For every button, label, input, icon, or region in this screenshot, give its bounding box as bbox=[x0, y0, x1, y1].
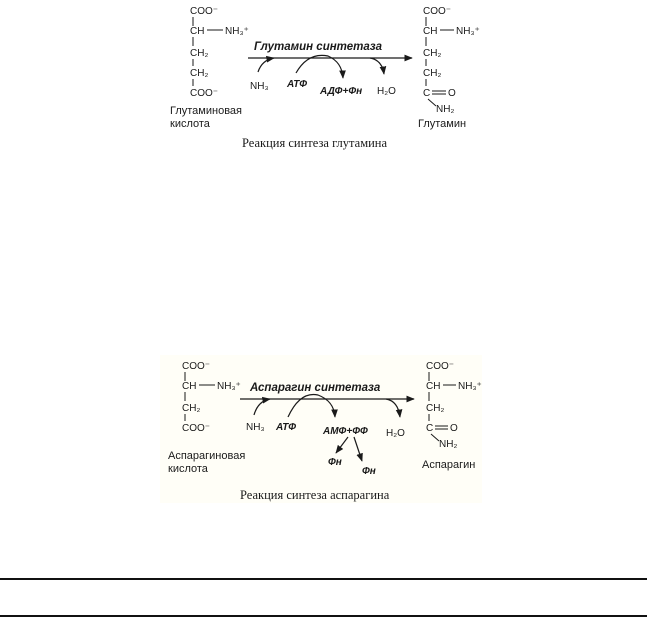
substrate-carboxyl-bottom: COO⁻ bbox=[182, 423, 211, 434]
aspartic-acid-structure bbox=[168, 361, 245, 475]
product-name: Аспарагин bbox=[422, 459, 476, 471]
pi-label-2: Фн bbox=[362, 466, 376, 477]
product-amide-nh2: NH₂ bbox=[439, 439, 458, 450]
enzyme-label: Аспарагин синтетаза bbox=[250, 382, 381, 394]
substrate-name-line2: кислота bbox=[168, 463, 208, 475]
substrate-name-line1: Аспарагиновая bbox=[168, 450, 246, 462]
glutamine-caption: Реакция синтеза глутамина bbox=[242, 136, 388, 150]
product-amino-group: NH₃⁺ bbox=[456, 26, 480, 37]
substrate-name-line1: Глутаминовая bbox=[170, 105, 242, 117]
product-gamma-ch2: CH₂ bbox=[423, 68, 442, 79]
product-amino-group: NH₃⁺ bbox=[458, 381, 482, 392]
glutamine-synthesis-diagram bbox=[160, 0, 490, 155]
substrate-name-line2: кислота bbox=[170, 118, 210, 130]
glutamine-scheme bbox=[160, 0, 490, 155]
pi-label-1: Фн bbox=[328, 457, 342, 468]
product-beta-ch2: CH₂ bbox=[426, 403, 445, 414]
asparagine-structure bbox=[422, 361, 482, 471]
asparagine-scheme bbox=[160, 355, 482, 503]
enzyme-label: Глутамин синтетаза bbox=[254, 41, 383, 53]
product-amide-oxygen: O bbox=[450, 423, 458, 434]
product-beta-ch2: CH₂ bbox=[423, 48, 442, 59]
substrate-beta-ch2: CH₂ bbox=[182, 403, 201, 414]
water-label: H₂O bbox=[386, 428, 405, 439]
glutamine-structure bbox=[418, 6, 480, 130]
substrate-carboxyl-top: COO⁻ bbox=[190, 6, 219, 17]
water-label: H₂O bbox=[377, 86, 396, 97]
substrate-carboxyl-bottom: COO⁻ bbox=[190, 88, 219, 99]
asparagine-synthesis-diagram bbox=[160, 355, 482, 503]
ammonia-label: NH₃ bbox=[246, 422, 265, 433]
horizontal-rule-top bbox=[0, 578, 647, 580]
ammonia-label: NH₃ bbox=[250, 81, 269, 92]
product-amide-oxygen: O bbox=[448, 88, 456, 99]
product-amide-nh2: NH₂ bbox=[436, 104, 455, 115]
substrate-amino-group: NH₃⁺ bbox=[225, 26, 249, 37]
product-carboxyl: COO⁻ bbox=[423, 6, 452, 17]
atp-to-amp-arrow bbox=[288, 394, 335, 417]
glutamic-acid-structure bbox=[170, 6, 249, 130]
adp-pi-label: АДФ+Фн bbox=[320, 86, 363, 97]
pi-arrow-1 bbox=[336, 437, 348, 453]
ammonia-in-arrow bbox=[254, 399, 270, 415]
water-out-arrow bbox=[370, 58, 384, 74]
product-amide-carbon: C bbox=[423, 88, 431, 99]
substrate-gamma-ch2: CH₂ bbox=[190, 68, 209, 79]
atp-to-adp-arrow bbox=[296, 55, 343, 78]
bond bbox=[428, 99, 436, 106]
substrate-beta-ch2: CH₂ bbox=[190, 48, 209, 59]
amp-ppi-label: АМФ+ФФ bbox=[323, 426, 368, 437]
substrate-alpha-ch: CH bbox=[182, 381, 197, 392]
atp-label: АТФ bbox=[287, 79, 307, 90]
water-out-arrow bbox=[386, 399, 400, 417]
pi-arrow-2 bbox=[354, 437, 362, 461]
bond bbox=[431, 434, 439, 441]
product-alpha-ch: CH bbox=[423, 26, 438, 37]
ammonia-in-arrow bbox=[258, 58, 274, 72]
substrate-amino-group: NH₃⁺ bbox=[217, 381, 241, 392]
substrate-alpha-ch: CH bbox=[190, 26, 205, 37]
atp-label: АТФ bbox=[276, 422, 296, 433]
asparagine-caption: Реакция синтеза аспарагина bbox=[240, 488, 390, 502]
substrate-carboxyl-top: COO⁻ bbox=[182, 361, 211, 372]
product-alpha-ch: CH bbox=[426, 381, 441, 392]
product-carboxyl: COO⁻ bbox=[426, 361, 455, 372]
product-amide-carbon: C bbox=[426, 423, 434, 434]
product-name: Глутамин bbox=[418, 118, 467, 130]
